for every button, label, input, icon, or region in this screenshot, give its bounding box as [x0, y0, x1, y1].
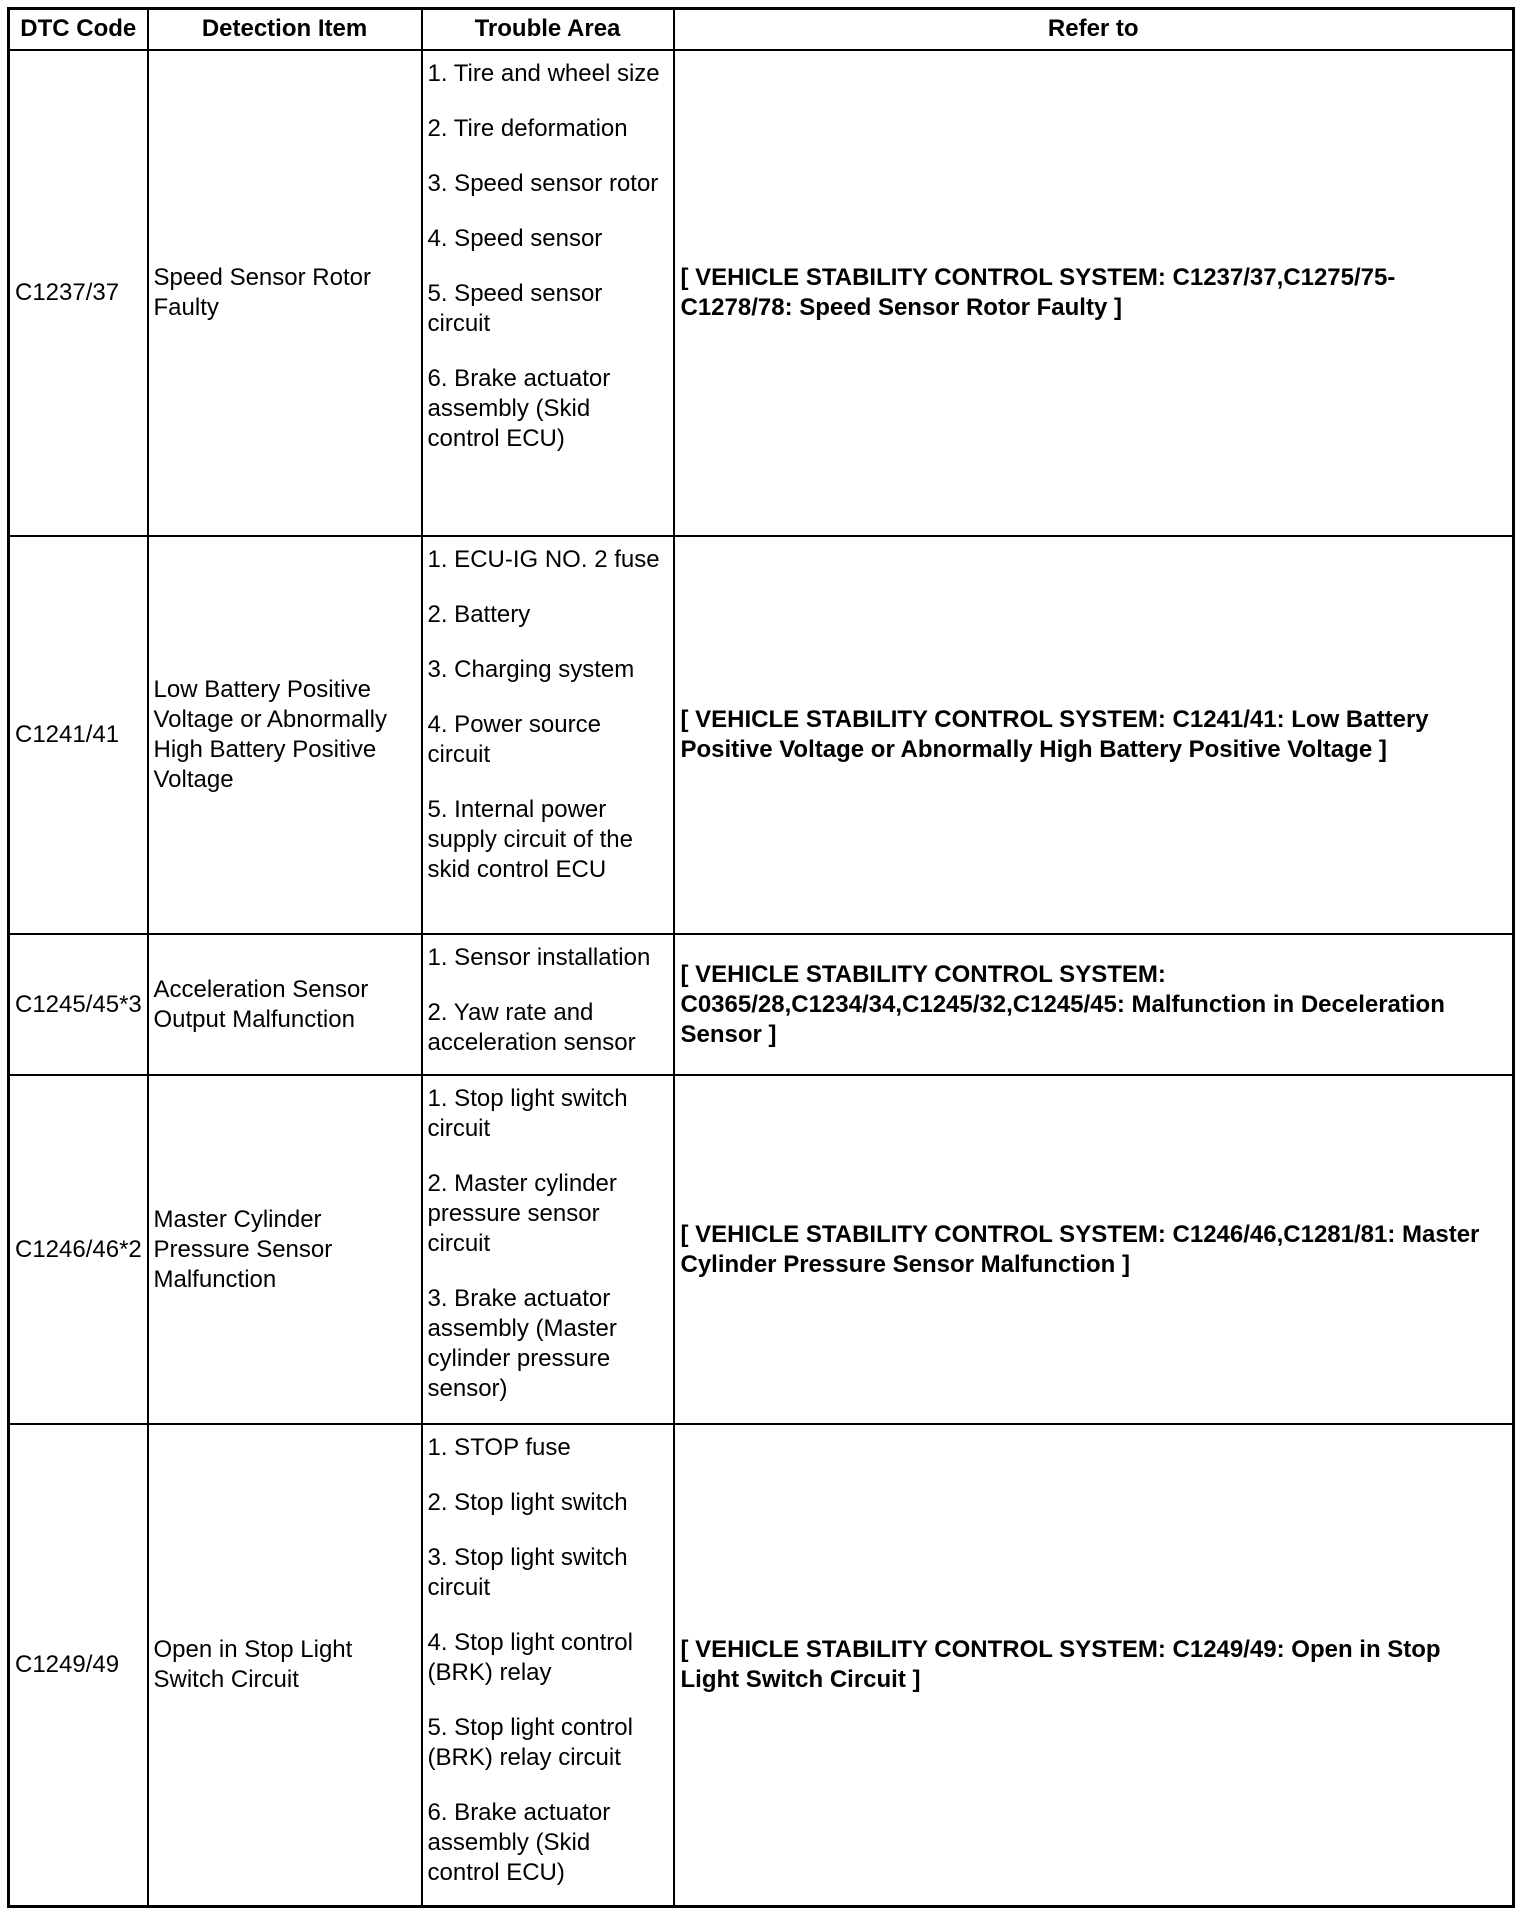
- trouble-area-item: 1. STOP fuse: [427, 1434, 571, 1461]
- trouble-area-item: 2. Stop light switch: [427, 1489, 628, 1516]
- table-row: [9, 1075, 1514, 1424]
- trouble-area-item: 6. Brake actuator assembly (Skid control ECU): [427, 365, 611, 452]
- dtc-table: [7, 7, 1515, 1908]
- dtc-code-cell: C1237/37: [9, 50, 148, 536]
- trouble-area-cell: [422, 50, 674, 536]
- header-dtc-code: DTC Code: [9, 9, 148, 51]
- detection-item-cell: Open in Stop Light Switch Circuit: [148, 1424, 422, 1907]
- detection-item-cell: Acceleration Sensor Output Malfunction: [148, 934, 422, 1075]
- refer-to-link[interactable]: [ VEHICLE STABILITY CONTROL SYSTEM: C1249/49: Open in Stop Light Switch Circuit ]: [674, 1424, 1514, 1907]
- trouble-area-item: 2. Master cylinder pressure sensor circuit: [427, 1170, 617, 1257]
- dtc-code-cell: C1245/45*3: [9, 934, 148, 1075]
- trouble-area-item: 2. Yaw rate and acceleration sensor: [427, 999, 636, 1056]
- detection-item-cell: Speed Sensor Rotor Faulty: [148, 50, 422, 536]
- trouble-area-item: 2. Battery: [427, 601, 531, 628]
- trouble-area-item: 2. Tire deformation: [427, 115, 628, 142]
- header-row: [9, 9, 1514, 51]
- trouble-area-item: 5. Internal power supply circuit of the skid control ECU: [427, 796, 633, 883]
- table-row: [9, 536, 1514, 934]
- trouble-area-item: 4. Stop light control (BRK) relay: [427, 1629, 633, 1686]
- table-row: [9, 934, 1514, 1075]
- trouble-area-item: 3. Charging system: [427, 656, 635, 683]
- header-detection-item: Detection Item: [148, 9, 422, 51]
- trouble-area-item: 1. Sensor installation: [427, 944, 651, 971]
- trouble-area-item: 3. Speed sensor rotor: [427, 170, 659, 197]
- trouble-area-item: 5. Speed sensor circuit: [427, 280, 603, 337]
- table-row: [9, 50, 1514, 536]
- trouble-area-item: 4. Speed sensor: [427, 225, 603, 252]
- trouble-area-cell: [422, 1424, 674, 1907]
- trouble-area-cell: [422, 536, 674, 934]
- trouble-area-cell: [422, 1075, 674, 1424]
- dtc-code-cell: C1249/49: [9, 1424, 148, 1907]
- detection-item-cell: Low Battery Positive Voltage or Abnormally High Battery Positive Voltage: [148, 536, 422, 934]
- refer-to-link[interactable]: [ VEHICLE STABILITY CONTROL SYSTEM: C1246/46,C1281/81: Master Cylinder Pressure Sensor Malfunction ]: [674, 1075, 1514, 1424]
- refer-to-link[interactable]: [ VEHICLE STABILITY CONTROL SYSTEM: C0365/28,C1234/34,C1245/32,C1245/45: Malfunction in Deceleration Sensor ]: [674, 934, 1514, 1075]
- trouble-area-item: 1. Stop light switch circuit: [427, 1085, 628, 1142]
- trouble-area-cell: [422, 934, 674, 1075]
- trouble-area-item: 3. Brake actuator assembly (Master cylinder pressure sensor): [427, 1285, 617, 1402]
- detection-item-cell: Master Cylinder Pressure Sensor Malfunction: [148, 1075, 422, 1424]
- table-row: [9, 1424, 1514, 1907]
- trouble-area-item: 3. Stop light switch circuit: [427, 1544, 628, 1601]
- refer-to-link[interactable]: [ VEHICLE STABILITY CONTROL SYSTEM: C1241/41: Low Battery Positive Voltage or Abnormally High Battery Positive Voltage ]: [674, 536, 1514, 934]
- refer-to-link[interactable]: [ VEHICLE STABILITY CONTROL SYSTEM: C1237/37,C1275/75-C1278/78: Speed Sensor Rotor Faulty ]: [674, 50, 1514, 536]
- dtc-code-cell: C1241/41: [9, 536, 148, 934]
- trouble-area-item: 4. Power source circuit: [427, 711, 601, 768]
- trouble-area-item: 1. Tire and wheel size: [427, 60, 660, 87]
- header-trouble-area: Trouble Area: [422, 9, 674, 51]
- dtc-code-cell: C1246/46*2: [9, 1075, 148, 1424]
- trouble-area-item: 6. Brake actuator assembly (Skid control ECU): [427, 1799, 611, 1886]
- header-refer-to: Refer to: [674, 9, 1514, 51]
- trouble-area-item: 1. ECU-IG NO. 2 fuse: [427, 546, 660, 573]
- trouble-area-item: 5. Stop light control (BRK) relay circuit: [427, 1714, 633, 1771]
